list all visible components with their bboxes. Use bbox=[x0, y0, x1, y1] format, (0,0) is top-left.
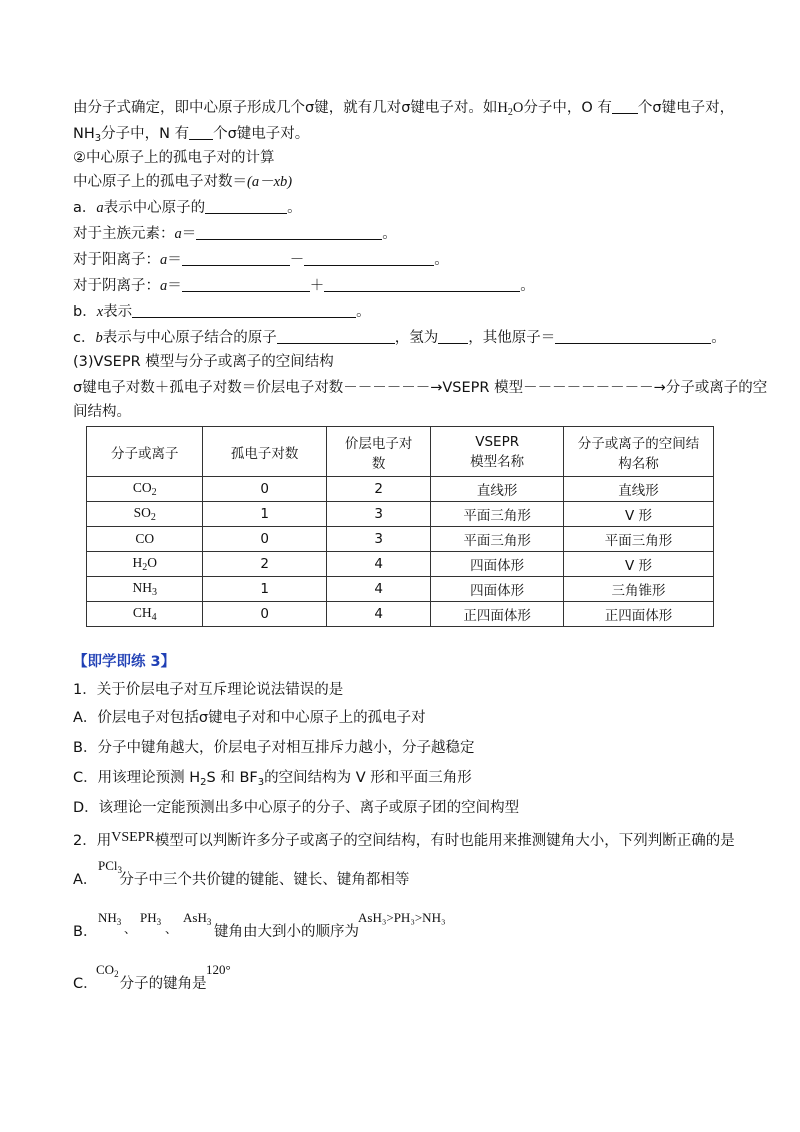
question-1: 1．关于价层电子对互斥理论说法错误的是 bbox=[73, 682, 344, 698]
col-header: 孤电子对数 bbox=[203, 427, 326, 477]
blank[interactable] bbox=[189, 124, 213, 140]
lone-cell: 0 bbox=[203, 602, 326, 627]
table-row bbox=[87, 502, 714, 527]
table-row bbox=[87, 552, 714, 577]
separator: 、 bbox=[165, 922, 178, 936]
lone-cell: 0 bbox=[203, 477, 326, 502]
lone-cell: 1 bbox=[203, 502, 326, 527]
formula-cell: $NH_3$ bbox=[87, 577, 203, 602]
line-cation: 对于阳离子：a＝ － 。 bbox=[73, 252, 449, 268]
angle-value: 120° bbox=[206, 962, 231, 977]
formula-cell: $CH_4$ bbox=[87, 602, 203, 627]
pcl3-formula: PCl$_3$ bbox=[98, 858, 123, 875]
blank[interactable] bbox=[205, 198, 287, 214]
model-cell: 平面三角形 bbox=[431, 527, 564, 552]
model-cell: 正四面体形 bbox=[431, 602, 564, 627]
blank[interactable] bbox=[324, 276, 520, 292]
model-cell: 直线形 bbox=[431, 477, 564, 502]
blank[interactable] bbox=[555, 328, 711, 344]
nh3-formula: $NH_3$ bbox=[98, 910, 122, 927]
practice-title: 【即学即练 3】 bbox=[73, 654, 176, 670]
line-c: c．b表示与中心原子结合的原子 ，氢为 ，其他原子＝ 。 bbox=[73, 330, 726, 346]
q1-option-b[interactable]: B．分子中键角越大，价层电子对相互排斥力越小，分子越稳定 bbox=[73, 740, 475, 756]
shape-cell: V 形 bbox=[563, 552, 713, 577]
table-row bbox=[87, 602, 714, 627]
table-header-row bbox=[87, 427, 714, 477]
col-header: 分子或离子的空间结 构名称 bbox=[563, 427, 713, 477]
model-cell: 四面体形 bbox=[431, 577, 564, 602]
lone-cell: 1 bbox=[203, 577, 326, 602]
table-row bbox=[87, 577, 714, 602]
q2-option-b[interactable]: B． bbox=[73, 924, 98, 940]
shape-cell: V 形 bbox=[563, 502, 713, 527]
vp-cell: 4 bbox=[326, 602, 430, 627]
lone-pair-formula: 中心原子上的孤电子对数＝(a－xb) bbox=[73, 174, 293, 190]
ph3-formula: $PH_3$ bbox=[140, 910, 162, 927]
separator: 、 bbox=[124, 922, 137, 936]
shape-cell: 直线形 bbox=[563, 477, 713, 502]
line-a: a．a表示中心原子的 。 bbox=[73, 200, 302, 216]
formula-cell: $SO_2$ bbox=[87, 502, 203, 527]
lone-cell: 2 bbox=[203, 552, 326, 577]
shape-cell: 平面三角形 bbox=[563, 527, 713, 552]
blank[interactable] bbox=[196, 224, 382, 240]
line-main-group: 对于主族元素：a＝ 。 bbox=[73, 226, 397, 242]
shape-cell: 正四面体形 bbox=[563, 602, 713, 627]
formula-cell: $CO_2$ bbox=[87, 477, 203, 502]
intro-line-1: 由分子式确定，即中心原子形成几个σ键，就有几对σ键电子对。如$H_2O$分子中，O 有 个σ键电子对， bbox=[73, 100, 735, 118]
ash3-formula: AsH$_3$ bbox=[183, 910, 212, 927]
model-cell: 平面三角形 bbox=[431, 502, 564, 527]
order-formula: AsH₃>PH₃>NH₃ bbox=[358, 910, 446, 925]
b-text: 键角由大到小的顺序为 bbox=[214, 924, 359, 940]
q1-option-d[interactable]: D．该理论一定能预测出多中心原子的分子、离子或原子团的空间构型 bbox=[73, 800, 520, 816]
vsepr-heading: (3)VSEPR 模型与分子或离子的空间结构 bbox=[73, 354, 334, 370]
model-cell: 四面体形 bbox=[431, 552, 564, 577]
q2-option-c[interactable]: C． 分子的键角是 bbox=[73, 976, 207, 992]
blank[interactable] bbox=[438, 328, 468, 344]
intro-line-2: $NH_3$分子中，N 有 个σ键电子对。 bbox=[73, 126, 310, 144]
blank[interactable] bbox=[612, 98, 638, 114]
q1-option-c[interactable]: C．用该理论预测 $H_2S$ 和 $BF_3$的空间结构为 V 形和平面三角形 bbox=[73, 770, 472, 788]
vp-cell: 2 bbox=[326, 477, 430, 502]
col-header: 价层电子对 数 bbox=[326, 427, 430, 477]
question-2: 2．用VSEPR模型可以判断许多分子或离子的空间结构，有时也能用来推测键角大小，下列判断正确的是 bbox=[73, 830, 735, 849]
blank[interactable] bbox=[304, 250, 434, 266]
blank[interactable] bbox=[132, 302, 356, 318]
vsepr-chain: σ键电子对数＋孤电子对数＝价层电子对数－－－－－－→VSEPR 模型－－－－－－－－－→分子或离子的空 bbox=[73, 380, 768, 396]
table-row bbox=[87, 477, 714, 502]
lone-cell: 0 bbox=[203, 527, 326, 552]
q1-option-a[interactable]: A．价层电子对包括σ键电子对和中心原子上的孤电子对 bbox=[73, 710, 426, 726]
vp-cell: 4 bbox=[326, 552, 430, 577]
vp-cell: 4 bbox=[326, 577, 430, 602]
blank[interactable] bbox=[182, 250, 290, 266]
vsepr-table bbox=[86, 426, 714, 627]
col-header: 分子或离子 bbox=[87, 427, 203, 477]
blank[interactable] bbox=[182, 276, 310, 292]
table-row bbox=[87, 527, 714, 552]
formula-cell: CO bbox=[87, 527, 203, 552]
vp-cell: 3 bbox=[326, 527, 430, 552]
formula-cell: $H_2O$ bbox=[87, 552, 203, 577]
lone-pair-heading: ②中心原子上的孤电子对的计算 bbox=[73, 150, 275, 166]
col-header: VSEPR 模型名称 bbox=[431, 427, 564, 477]
line-b: b．x表示 。 bbox=[73, 304, 371, 320]
blank[interactable] bbox=[277, 328, 395, 344]
line-anion: 对于阴离子：a＝ ＋ 。 bbox=[73, 278, 535, 294]
q2-option-a[interactable]: A． 分子中三个共价键的键能、键长、键角都相等 bbox=[73, 872, 410, 888]
vp-cell: 3 bbox=[326, 502, 430, 527]
vsepr-chain-cont: 间结构。 bbox=[73, 404, 131, 420]
shape-cell: 三角锥形 bbox=[563, 577, 713, 602]
co2-formula: $CO_2$ bbox=[96, 962, 119, 979]
